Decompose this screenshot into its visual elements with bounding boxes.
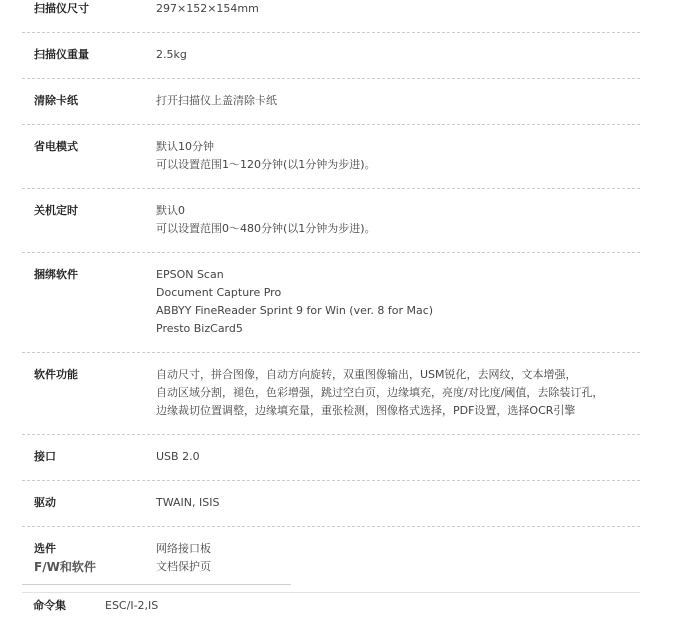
spec-label: 捆绑软件 [34, 268, 78, 281]
spec-value [156, 202, 640, 238]
spec-value-line: 网络接口板 [156, 542, 211, 555]
spec-value-line: 自动尺寸，拼合图像，自动方向旋转，双重图像输出，USM锐化，去网纹，文本增强， [156, 368, 577, 381]
spec-value-line: 边缘裁切位置调整，边缘填充量，重张检测，图像格式选择，PDF设置，选择OCR引擎 [156, 404, 576, 417]
spec-row-paper-jam [22, 79, 640, 125]
spec-label: 扫描仪尺寸 [34, 2, 89, 15]
spec-value [156, 540, 640, 576]
spec-value-line: ABBYY FineReader Sprint 9 for Win (ver. 8 for Mac) [156, 304, 434, 317]
spec-value-line: 可以设置范围0～480分钟(以1分钟为步进)。 [156, 222, 376, 235]
spec-row-bundled-software [22, 253, 640, 353]
spec-label: 关机定时 [34, 204, 78, 217]
spec-label: 驱动 [34, 496, 56, 509]
spec-value-line: 打开扫描仪上盖清除卡纸 [156, 94, 277, 107]
spec-label: 省电模式 [34, 140, 78, 153]
spec-value-line: 可以设置范围1～120分钟(以1分钟为步进)。 [156, 158, 376, 171]
fw-value: ESC/I-2,IS [105, 598, 159, 612]
spec-value-line: 默认10分钟 [156, 140, 214, 153]
spec-value-line: USB 2.0 [156, 450, 200, 463]
spec-label: 选件 [34, 542, 56, 555]
spec-value [156, 138, 640, 174]
spec-value [156, 448, 640, 466]
spec-value [156, 46, 640, 64]
spec-value [156, 92, 640, 110]
spec-value-line: 自动区域分割，褪色，色彩增强，跳过空白页，边缘填充，亮度/对比度/阈值，去除装订孔， [156, 386, 604, 399]
spec-label: 扫描仪重量 [34, 48, 89, 61]
fw-row-command-set [22, 585, 291, 625]
spec-value-line: EPSON Scan [156, 268, 224, 281]
spec-label: 接口 [34, 450, 56, 463]
spec-value [156, 366, 640, 420]
spec-label: 软件功能 [34, 368, 78, 381]
spec-value-line: 2.5kg [156, 48, 187, 61]
spec-row-driver [22, 481, 640, 527]
section-title-fw-software: F/W和软件 [34, 560, 96, 574]
spec-value [156, 0, 640, 18]
spec-value [156, 494, 640, 512]
spec-row-weight [22, 33, 640, 79]
spec-row-dimensions [22, 0, 640, 33]
spec-table [22, 0, 640, 593]
spec-value-line: TWAIN, ISIS [156, 496, 220, 509]
spec-row-power-saving [22, 125, 640, 189]
spec-value-line: Presto BizCard5 [156, 322, 243, 335]
spec-row-interface [22, 435, 640, 481]
spec-value-line: 文档保护页 [156, 560, 211, 573]
spec-row-shutdown-timer [22, 189, 640, 253]
spec-row-software-features [22, 353, 640, 435]
spec-value-line: 297×152×154mm [156, 2, 259, 15]
spec-value [156, 266, 640, 338]
fw-label: 命令集 [33, 599, 66, 612]
spec-value-line: Document Capture Pro [156, 286, 282, 299]
spec-label: 清除卡纸 [34, 94, 78, 107]
spec-value-line: 默认0 [156, 204, 185, 217]
